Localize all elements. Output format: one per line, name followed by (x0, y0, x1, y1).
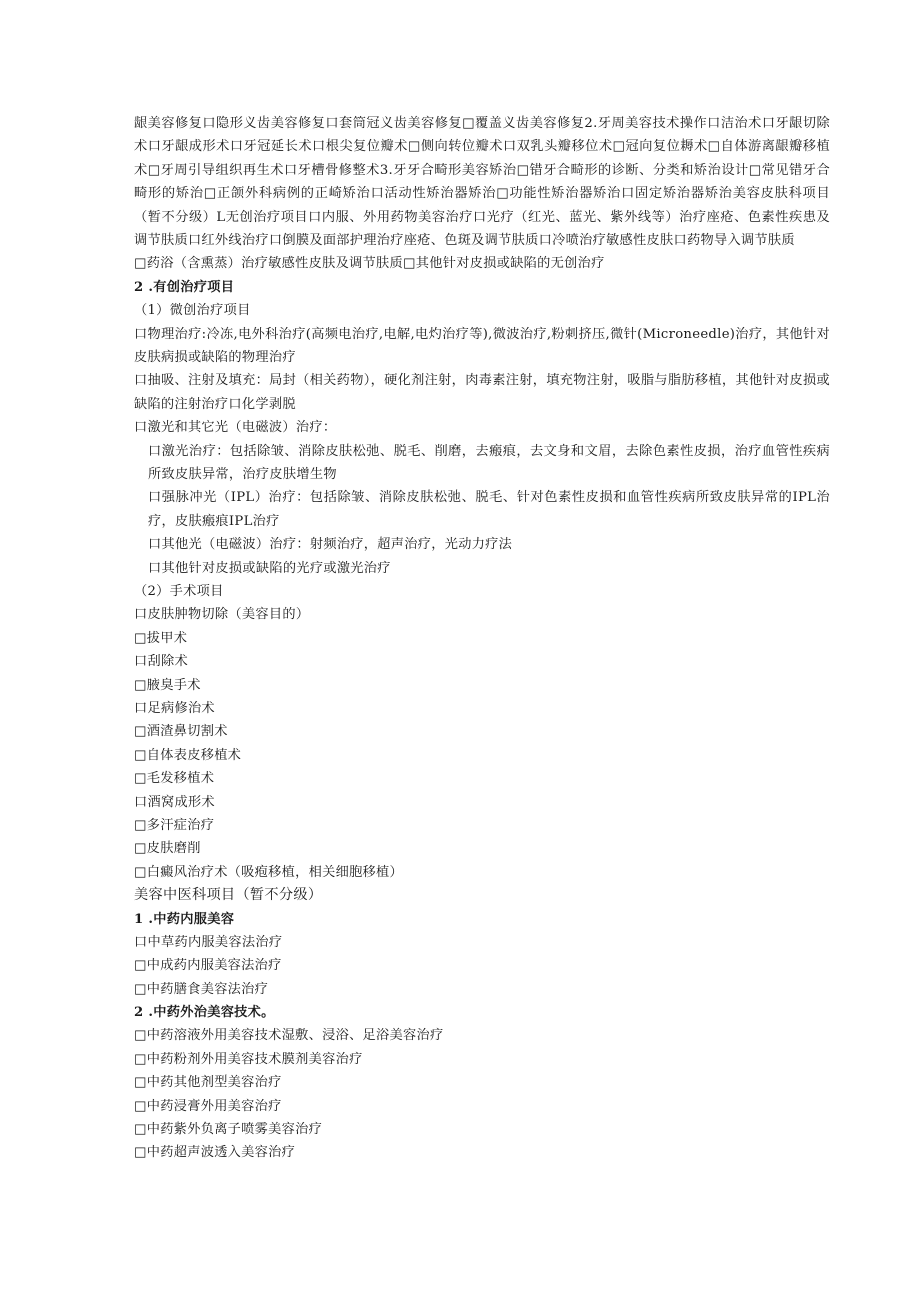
list-item: 口刮除术 (134, 654, 188, 670)
list-item: □中药浸膏外用美容治疗 (134, 1098, 282, 1114)
document-page (134, 112, 830, 1165)
injection-filling-paragraph: 口抽吸、注射及填充：局封（相关药物），硬化剂注射，肉毒素注射，填充物注射，吸脂与脂肪移植，其他针对皮损或缺陷的注射治疗口化学剥脱 (134, 373, 830, 412)
medicated-bath-line: □药浴（含熏蒸）治疗敏感性皮肤及调节肤质□其他针对皮损或缺陷的无创治疗 (134, 256, 605, 272)
list-item: 口中草药内服美容法治疗 (134, 934, 283, 950)
list-item: □中药溶液外用美容技术湿敷、浸浴、足浴美容治疗 (134, 1028, 444, 1044)
list-item: 口皮肤肿物切除（美容目的） (134, 607, 310, 623)
other-laser-line: 口其他针对皮损或缺陷的光疗或激光治疗 (148, 560, 391, 576)
tcm-external-heading: 2 .中药外治美容技术。 (134, 1005, 275, 1021)
list-item: 口足病修治术 (134, 700, 215, 716)
ipl-therapy-paragraph: 口强脉冲光（IPL）治疗：包括除皱、消除皮肤松弛、脱毛、针对色素性皮损和血管性疾病所致皮肤异常的IPL治疗，皮肤瘢痕IPL治疗 (148, 490, 830, 529)
tcm-internal-list (134, 931, 830, 1001)
other-light-line: 口其他光（电磁波）治疗：射频治疗，超声治疗，光动力疗法 (148, 537, 513, 553)
list-item: □毛发移植术 (134, 771, 215, 787)
minimally-invasive-heading: （1）微创治疗项目 (134, 303, 251, 319)
list-item: □中药粉剂外用美容技术膜剂美容治疗 (134, 1051, 363, 1067)
list-item: 口酒窝成形术 (134, 794, 215, 810)
dental-dermatology-paragraph: 龈美容修复口隐形义齿美容修复口套筒冠义齿美容修复□覆盖义齿美容修复2.牙周美容技术操作口洁治术口牙龈切除术口牙龈成形术口牙冠延长术口根尖复位瓣术□侧向转位瓣术口双乳头瓣移位术□冠向复位耨术□自体游离龈瓣移植术□牙周引导组织再生术口牙槽骨修整术3.牙牙合畸形美容矫治□错牙合畸形的诊断、分类和矫治设计□常见错牙合畸形的矫治□正颌外科病例的正崎矫治口活动性矫治器矫治□功能性矫治器矫治口固定矫治器矫治美容皮肤科项目（暂不分级）L无创治疗项目口内服、外用药物美容治疗口光疗（红光、蓝光、紫外线等）治疗座疮、色素性疾患及调节肤质口红外线治疗口倒膜及面部护理治疗座疮、色斑及调节肤质口冷喷治疗敏感性皮肤口药物导入调节肤质 (134, 116, 830, 249)
surgery-list (134, 603, 830, 884)
tcm-external-list (134, 1024, 830, 1164)
list-item: □皮肤磨削 (134, 841, 201, 857)
tcm-section-title: 美容中医科项目（暂不分级） (134, 887, 323, 904)
list-item: □酒渣鼻切割术 (134, 724, 228, 740)
list-item: □拔甲术 (134, 630, 188, 646)
list-item: □中成药内服美容法治疗 (134, 958, 282, 974)
list-item: □中药其他剂型美容治疗 (134, 1075, 282, 1091)
laser-light-heading: 口激光和其它光（电磁波）治疗： (134, 420, 337, 436)
surgery-heading: （2）手术项目 (134, 584, 224, 600)
list-item: □白癜风治疗术（吸疱移植，相关细胞移植） (134, 864, 404, 880)
list-item: □腋臭手术 (134, 677, 201, 693)
physical-therapy-paragraph: 口物理治疗:冷冻,电外科治疗(高频电治疗,电解,电灼治疗等),微波治疗,粉刺挤压,微针(Microneedle)治疗，其他针对皮肤病损或缺陷的物理治疗 (134, 326, 830, 366)
list-item: □多汗症治疗 (134, 817, 215, 833)
list-item: □自体表皮移植术 (134, 747, 242, 763)
invasive-treatment-heading: 2 .有创治疗项目 (134, 279, 235, 295)
laser-therapy-paragraph: 口激光治疗：包括除皱、消除皮肤松弛、脱毛、削磨，去瘢痕，去文身和文眉，去除色素性皮损，治疗血管性疾病所致皮肤异常，治疗皮肤增生物 (148, 443, 830, 483)
list-item: □中药紫外负离子喷雾美容治疗 (134, 1122, 323, 1138)
list-item: □中药超声波透入美容治疗 (134, 1145, 296, 1161)
list-item: □中药膳食美容法治疗 (134, 981, 269, 997)
tcm-internal-heading: 1 .中药内服美容 (134, 911, 235, 927)
